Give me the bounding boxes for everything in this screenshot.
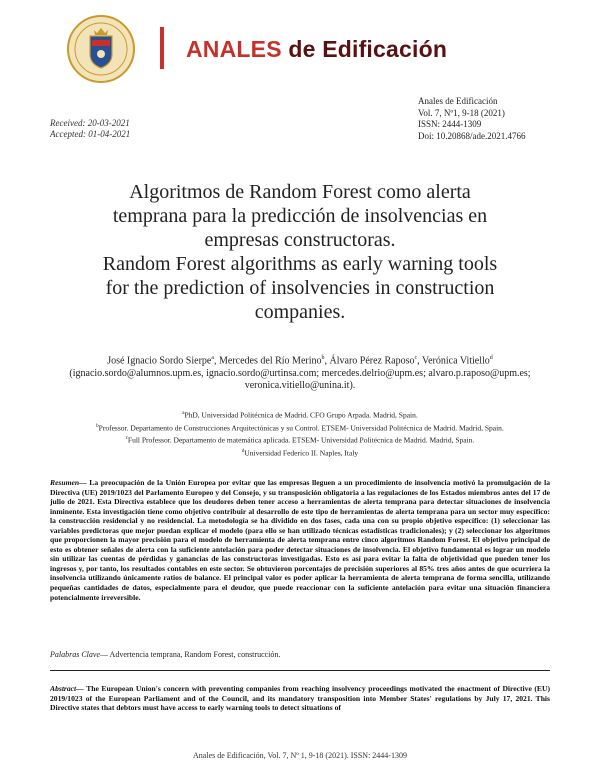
accepted-date: Accepted: 01-04-2021 xyxy=(50,129,131,139)
keywords xyxy=(50,650,550,659)
title-en-line-2: for the prediction of insolvencies in construction xyxy=(105,277,495,299)
abstract-english xyxy=(50,684,550,713)
journal-issn: ISSN: 2444-1309 xyxy=(418,119,482,129)
abstract-spanish xyxy=(50,478,550,602)
affiliation-text: Universidad Federico II. Naples, Italy xyxy=(244,448,359,457)
author-name: Verónica Vitiello xyxy=(421,355,490,367)
resumen-text: — La preocupación de la Unión Europea por evitar que las empresas lleguen a un procedimiento de insolvencia motivó la promulgación de la Directiva (UE) 2019/1023 del Parlamento Europeo y del Consejo, y su transposición obligatoria a las regulaciones de los Estados miembros antes del 17 de julio de 2021. Esta Directiva establece que los deudores deben tener acceso a herramientas de alerta temprana para detectar situaciones de insolvencia inminente. Esta investigación tiene como objetivo contribuir al desarrollo de este tipo de herramientas de alerta temprana para un sector muy específico: la construcción residencial y no residencial. La metodología se ha dividido en dos fases, cada una con su propio objetivo específico: (1) seleccionar las variables predictoras que mejor puedan explicar el modelo (para ello se han utilizado técnicas estadísticas tradicionales); y (2) seleccionar los algoritmos que proporcionen la mayor precisión para el modelo de herramienta de alerta temprana entre cinco algoritmos Random Forest. El objetivo principal de esto es obtener señales de alerta con la suficiente antelación para poder detectar situaciones de insolvencia. El objetivo fundamental es lograr un modelo sin utilizar las cuentas de pérdidas y ganancias de las constructoras investigadas. Esto es así para evitar la falta de objetividad que pueden tener los ingresos y, por tanto, los resultados contables en este sector. Se obtuvieron porcentajes de precisión superiores al 85% tres años antes de que ocurriera la insolvencia utilizando únicamente ratios de balance. El principal valor es poder aplicar la herramienta de alerta temprana de forma sencilla, utilizando pequeñas cantidades de datos, especialmente para el deudor, que puede reaccionar con la suficiente antelación para evitar una situación financiera potencialmente irreversible. xyxy=(50,478,550,602)
journal-logo xyxy=(186,36,447,63)
abstract-label: Abstract xyxy=(50,684,77,693)
section-divider xyxy=(50,670,550,671)
affiliations xyxy=(40,408,560,458)
author-emails-line-2[interactable]: veronica.vitiello@unina.it). xyxy=(244,380,356,392)
author-emails-line-1[interactable]: (ignacio.sordo@alumnos.upm.es, ignacio.sordo@urtinsa.com; mercedes.delrio@upm.es; alvaro.p.raposo@upm.es; xyxy=(69,367,531,379)
title-es-line-3: empresas constructoras. xyxy=(204,229,396,251)
submission-dates xyxy=(50,118,130,140)
author-sup: b xyxy=(321,355,325,361)
author-sup: c xyxy=(414,355,418,361)
title-en-line-1: Random Forest algorithms as early warning tools xyxy=(102,253,498,275)
journal-logo-main: ANALES xyxy=(186,36,282,62)
affiliation-sup: d xyxy=(241,448,245,454)
title-es-line-1: Algoritmos de Random Forest como alerta xyxy=(129,181,471,203)
journal-volume: Vol. 7, Nº1, 9-18 (2021) xyxy=(418,107,505,118)
abstract-text: — The European Union's concern with preventing companies from reaching insolvency proceedings motivated the enactment of Directive (EU) 2019/1023 of the European Parliament and of the Council, and its mandatory transposition into Member States' regulations by July 17, 2021. This Directive states that debtors must have access to early warning tools to detect situations of xyxy=(50,684,550,713)
affiliation-item xyxy=(40,408,560,421)
page-footer: Anales de Edificación, Vol. 7, Nº 1, 9-18 (2021). ISSN: 2444-1309 xyxy=(193,751,407,760)
affiliation-sup: a xyxy=(182,411,185,416)
journal-logo-rest: de Edificación xyxy=(288,36,448,62)
keywords-text: — Advertencia temprana, Random Forest, construcción. xyxy=(100,650,281,659)
affiliation-item xyxy=(40,421,560,434)
author-name: Mercedes del Río Merino xyxy=(219,355,322,367)
title-en-line-3: companies. xyxy=(254,301,346,323)
title-es-line-2: temprana para la predicción de insolvencias en xyxy=(112,205,488,227)
affiliation-text: Professor. Departamento de Construcciones Arquitectónicas y su Control. ETSEM- Universidad Politécnica de Madrid. Madrid, Spain. xyxy=(98,423,504,432)
received-date: Received: 20-03-2021 xyxy=(50,118,130,128)
header-divider xyxy=(160,27,164,69)
affiliation-item xyxy=(40,433,560,446)
affiliation-item xyxy=(40,446,560,459)
affiliation-sup: c xyxy=(125,436,128,441)
journal-doi[interactable]: Doi: 10.20868/ade.2021.4766 xyxy=(418,130,526,141)
author-sup: a xyxy=(211,355,215,361)
author-sup: d xyxy=(489,355,493,361)
affiliation-text: PhD, Universidad Politécnica de Madrid. CFO Grupo Arpada. Madrid, Spain. xyxy=(184,410,418,420)
author-list: José Ignacio Sordo Sierpe$^a$, Mercedes del Río Merino$^b$, Álvaro Pérez Raposo$^c$, Verónica Vitiello$^d$ (ignacio.sordo@alumnos.upm.es, ignacio.sordo@urtinsa.com; mercedes.delrio@upm.es; alvaro.p.raposo@upm.es; veronica.vitiello@unina.it). xyxy=(40,352,560,393)
author-name: José Ignacio Sordo Sierpe xyxy=(107,355,212,367)
resumen-label: Resumen xyxy=(50,478,80,487)
paper-title xyxy=(40,180,560,324)
journal-name: Anales de Edificación xyxy=(418,96,498,106)
university-seal-icon xyxy=(66,14,136,84)
author-name: Álvaro Pérez Raposo xyxy=(329,355,415,367)
keywords-label: Palabras Clave xyxy=(50,650,100,659)
journal-info xyxy=(418,96,526,142)
affiliation-sup: b xyxy=(96,423,99,429)
affiliation-text: Full Professor. Departamento de matemática aplicada. ETSEM- Universidad Politécnica de Madrid. Madrid, Spain. xyxy=(127,435,475,445)
